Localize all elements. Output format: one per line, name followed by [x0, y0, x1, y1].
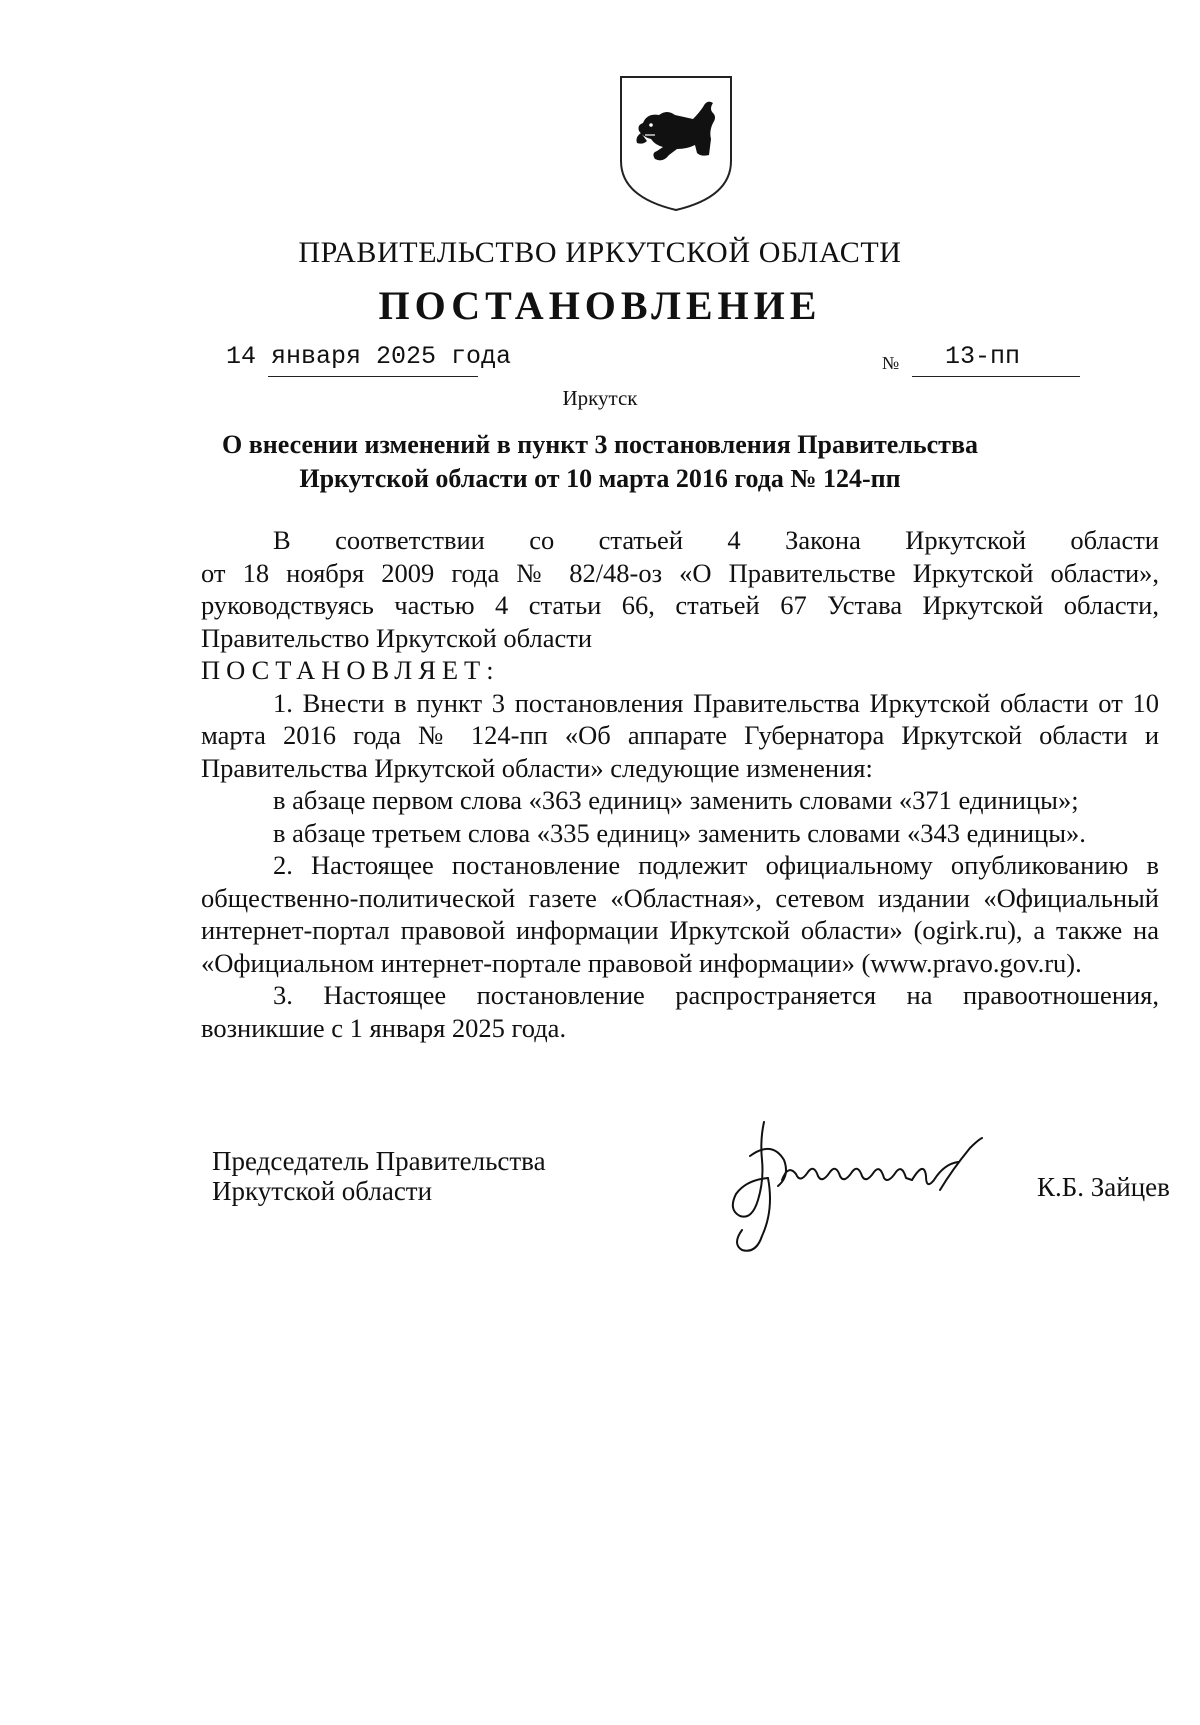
item-1-change-a: в абзаце первом слова «363 единиц» заменить словами «371 единицы»;: [273, 785, 1079, 815]
document-body: [201, 524, 1159, 1044]
item-3: 3. Настоящее постановление распространяется на правоотношения, возникшие с 1 января 2025 года.: [201, 980, 1159, 1043]
number-underline: [912, 376, 1080, 377]
handwritten-signature: [712, 1120, 1002, 1260]
item-2: 2. Настоящее постановление подлежит официальному опубликованию в общественно-политической газете «Областная», сетевом издании «Официальный интернет-портал правовой информации Иркутской области» (ogirk.ru), а также на «Официальном интернет-портале правовой информации» (www.pravo.gov.ru).: [201, 850, 1159, 978]
coat-of-arms-icon: [617, 73, 735, 213]
signer-position-line-2: Иркутской области: [212, 1176, 433, 1206]
signer-position-line-1: Председатель Правительства: [212, 1146, 546, 1176]
title-line-2: Иркутской области от 10 марта 2016 года № 124-пп: [299, 464, 901, 493]
signer-name: К.Б. Зайцев: [1037, 1172, 1170, 1202]
item-1: 1. Внести в пункт 3 постановления Правительства Иркутской области от 10 марта 2016 года № 124-пп «Об аппарате Губернатора Иркутской области и Правительства Иркутской области» следующие изменения:: [201, 687, 1159, 783]
resolves-heading: ПОСТАНОВЛЯЕТ:: [201, 655, 500, 685]
item-1-change-b: в абзаце третьем слова «335 единиц» заменить словами «343 единицы».: [273, 817, 1086, 848]
document-date: 14 января 2025 года: [226, 342, 512, 371]
preamble-line-4: Правительство Иркутской области: [201, 622, 593, 653]
document-city: Иркутск: [562, 386, 638, 410]
document-number: 13-пп: [945, 342, 1021, 371]
number-sign: №: [882, 353, 900, 373]
document-title: [200, 428, 1000, 496]
title-line-1: О внесении изменений в пункт 3 постановления Правительства: [222, 430, 978, 459]
government-name: ПРАВИТЕЛЬСТВО ИРКУТСКОЙ ОБЛАСТИ: [298, 236, 902, 269]
preamble-line-1: В соответствии со статьей 4 Закона Иркутской области: [273, 525, 1159, 555]
preamble-line-3: руководствуясь частью 4 статьи 66, статьей 67 Устава Иркутской области,: [201, 590, 1159, 620]
signer-position: [212, 1146, 546, 1206]
date-underline: [268, 376, 478, 377]
preamble-line-2: от 18 ноября 2009 года № 82/48-оз «О Правительстве Иркутской области»,: [201, 557, 1159, 588]
document-type: ПОСТАНОВЛЕНИЕ: [378, 283, 822, 328]
